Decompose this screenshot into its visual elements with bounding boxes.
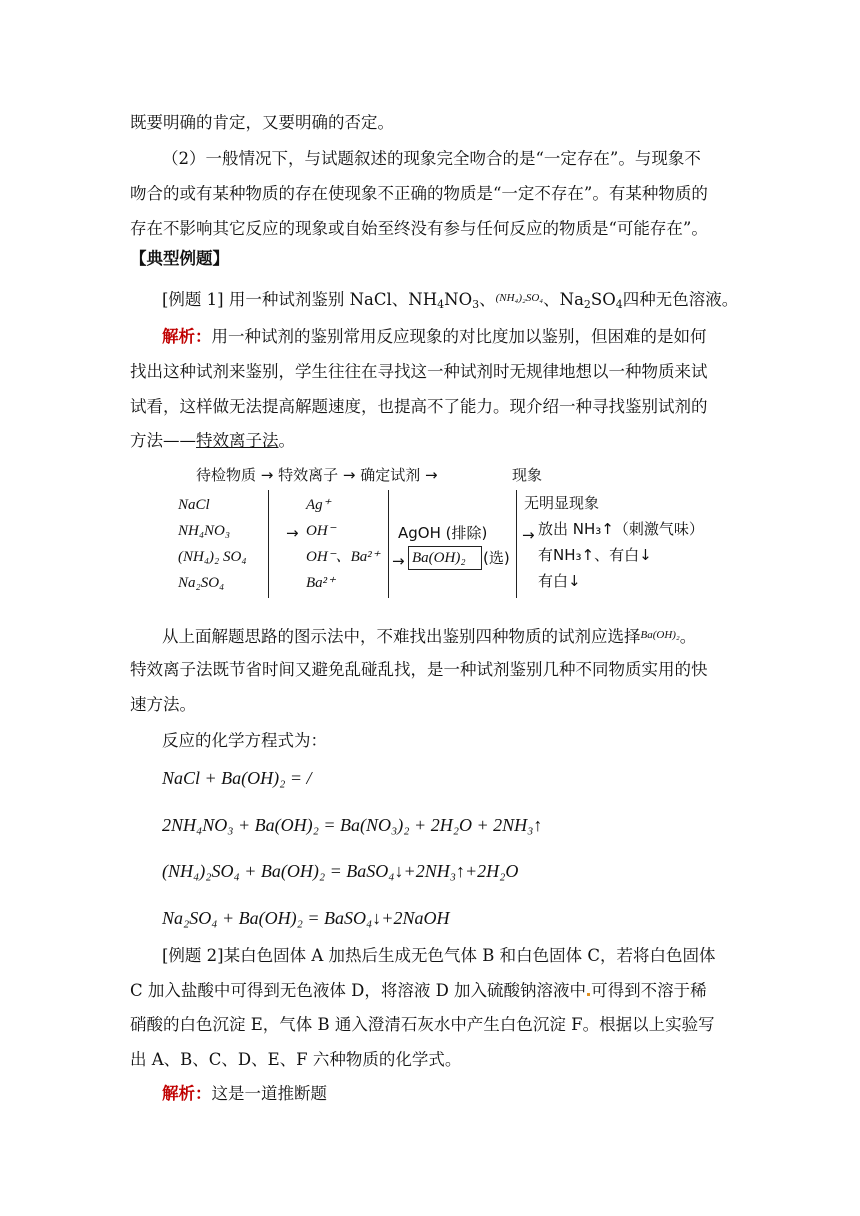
analysis-line — [162, 326, 762, 348]
equation-text: (NH₄)₂SO₄ + Ba(OH)₂ = BaSO₄↓+2NH₃↑+2H₂O — [162, 861, 519, 881]
paragraph-line: （2）一般情况下，与试题叙述的现象完全吻合的是“一定存在”。与现象不 — [162, 149, 701, 168]
ex1-text: 、 — [479, 290, 496, 309]
analysis-text: 这是一道推断题 — [211, 1084, 327, 1103]
text: 。 — [679, 627, 697, 646]
arrow: → — [522, 526, 535, 544]
paragraph-line: 既要明确的肯定，又要明确的否定。 — [130, 113, 394, 132]
analysis-label: 解析： — [162, 327, 212, 346]
ion: Ba²⁺ — [306, 575, 336, 591]
text: 可得到不溶于稀 — [591, 981, 707, 1000]
equation-4 — [162, 906, 449, 930]
arrow: → — [392, 552, 405, 570]
example-1-question — [162, 287, 762, 311]
text: 从上面解题思路的图示法中，不难找出鉴别四种物质的试剂应选择 — [162, 627, 641, 646]
text: 方法—— — [130, 431, 196, 450]
paragraph-line: 特效离子法既节省时间又避免乱碰乱找，是一种试剂鉴别几种不同物质实用的快 — [130, 660, 708, 679]
special-ion-method-diagram — [172, 460, 704, 600]
example-2-question: [例题 2]某白色固体 A 加热后生成无色气体 B 和白色固体 C，若将白色固体 — [162, 946, 716, 965]
subscript: 2 — [583, 298, 591, 311]
substance: Na₂SO₄ — [178, 575, 225, 591]
reagent-excluded: AgOH (排除) — [398, 524, 488, 542]
substance: NH₄NO₃ — [178, 523, 231, 539]
paragraph-line: 试看，这样做无法提高解题速度，也提高不了能力。现介绍一种寻找鉴别试剂的 — [130, 397, 708, 416]
diagram-header-phenomenon: 现象 — [512, 466, 543, 484]
equation-3 — [162, 859, 518, 883]
ex1-text: [例题 1] 用一种试剂鉴别 NaCl、NH — [162, 290, 438, 309]
method-name: 特效离子法 — [196, 431, 279, 450]
divider — [268, 490, 269, 598]
reagent-formula: Ba(OH)₂ — [640, 629, 680, 641]
paragraph-line — [130, 980, 730, 1002]
paragraph-line: 出 A、B、C、D、E、F 六种物质的化学式。 — [130, 1050, 462, 1069]
text: C 加入盐酸中可得到无色液体 D，将溶液 D 加入硫酸钠溶液中 — [130, 981, 587, 1000]
paragraph-line: 硝酸的白色沉淀 E，气体 B 通入澄清石灰水中产生白色沉淀 F。根据以上实验写 — [130, 1015, 715, 1034]
paragraph-line — [162, 624, 762, 648]
section-title: 【典型例题】 — [130, 249, 229, 268]
equation-text: 2NH₄NO₃ + Ba(OH)₂ = Ba(NO₃)₂ + 2H₂O + 2NH₃↑ — [162, 815, 543, 835]
ion: OH⁻ — [306, 523, 336, 539]
analysis-line — [162, 1083, 762, 1105]
phenomenon: 有白↓ — [538, 572, 581, 590]
paragraph-line: 吻合的或有某种物质的存在使现象不正确的物质是“一定不存在”。有某种物质的 — [130, 184, 708, 203]
analysis-text: 用一种试剂的鉴别常用反应现象的对比度加以鉴别，但困难的是如何 — [211, 327, 707, 346]
edit-mark — [587, 993, 590, 996]
equation-text: NaCl + Ba(OH)₂ = / — [162, 768, 312, 788]
paragraph-line — [130, 430, 730, 452]
substance: NaCl — [178, 497, 210, 513]
equation-1 — [162, 766, 312, 790]
ex1-text: 四种无色溶液。 — [622, 290, 739, 309]
divider — [516, 490, 517, 598]
subscript: 3 — [472, 298, 480, 311]
ex1-text: NO — [444, 290, 473, 309]
substance: (NH₄)₂ SO₄ — [178, 549, 247, 565]
selected-note: (选) — [483, 549, 510, 567]
equation-text: Na₂SO₄ + Ba(OH)₂ = BaSO₄↓+2NaOH — [162, 908, 450, 928]
phenomenon: 无明显现象 — [524, 494, 600, 512]
analysis-label: 解析： — [162, 1084, 212, 1103]
diagram-header: 待检物质 → 特效离子 → 确定试剂 → — [196, 466, 438, 484]
paragraph-line: 反应的化学方程式为： — [162, 731, 327, 750]
ion: Ag⁺ — [306, 497, 331, 513]
paragraph-line: 找出这种试剂来鉴别，学生往往在寻找这一种试剂时无规律地想以一种物质来试 — [130, 362, 708, 381]
subscript: 4 — [615, 298, 623, 311]
subscript: 4 — [437, 298, 445, 311]
phenomenon: 放出 NH₃↑（刺激气味） — [538, 520, 704, 538]
text: 。 — [278, 431, 295, 450]
divider — [388, 490, 389, 598]
arrow: → — [286, 524, 299, 542]
selected-reagent: Ba(OH)₂ — [412, 550, 466, 566]
paragraph-line: 存在不影响其它反应的现象或自始至终没有参与任何反应的物质是“可能存在”。 — [130, 219, 708, 238]
ex1-text: 、Na — [543, 290, 584, 309]
equation-2 — [162, 813, 542, 837]
ion: OH⁻、Ba²⁺ — [306, 549, 380, 565]
phenomenon: 有NH₃↑、有白↓ — [538, 546, 652, 564]
ex1-text: SO — [590, 290, 616, 309]
paragraph-line: 速方法。 — [130, 695, 196, 714]
ammonium-sulfate-formula: (NH₄)₂SO₄ — [495, 292, 544, 304]
